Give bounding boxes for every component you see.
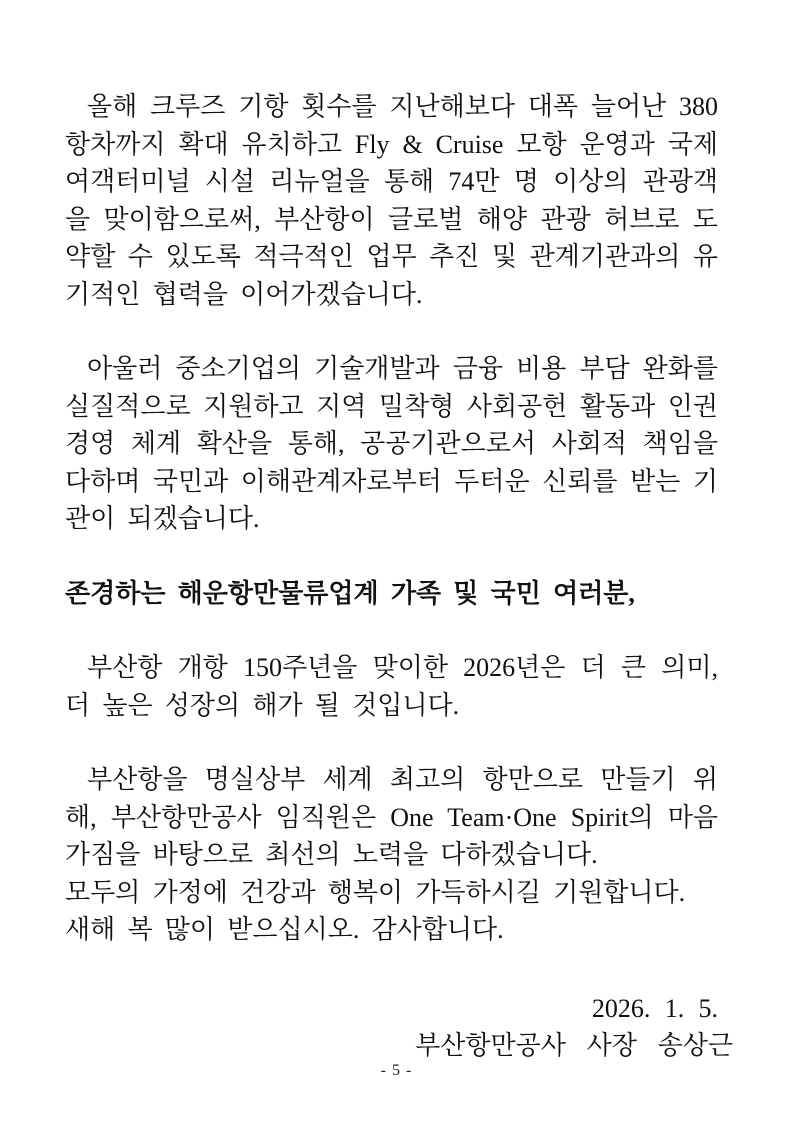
closing-line-wish: 모두의 가정에 건강과 행복이 가득하시길 기원합니다. bbox=[65, 877, 686, 907]
paragraph-sme-support: 아울러 중소기업의 기술개발과 금융 비용 부담 완화를 실질적으로 지원하고 지역 밀착형 사회공헌 활동과 인권경영 체계 확산을 통해, 공공기관으로서 사회적 책임을 다하며 국민과 이해관계자로부터 두터운 신뢰를 받는 기관이 되겠습니다. bbox=[65, 354, 718, 533]
paragraph-one-team-one-spirit: 부산항을 명실상부 세계 최고의 항만으로 만들기 위해, 부산항만공사 임직원은 One Team·One Spirit의 마음가짐을 바탕으로 최선의 노력을 다하겠습니다. bbox=[65, 765, 718, 869]
salutation-heading: 존경하는 해운항만물류업계 가족 및 국민 여러분, bbox=[65, 578, 635, 608]
letter-date: 2026. 1. 5. bbox=[591, 993, 718, 1023]
paragraph-cruise-tourism: 올해 크루즈 기항 횟수를 지난해보다 대폭 늘어난 380항차까지 확대 유치하고 Fly & Cruise 모항 운영과 국제여객터미널 시설 리뉴얼을 통해 74만 명 이상의 관광객을 맞이함으로써, 부산항이 글로벌 해양 관광 허브로 도약할 수 있도록 적극적인 업무 추진 및 관계기관과의 유기적인 협력을 이어가겠습니다. bbox=[65, 92, 718, 309]
paragraph-150th-anniversary: 부산항 개항 150주년을 맞이한 2026년은 더 큰 의미, 더 높은 성장의 해가 될 것입니다. bbox=[65, 653, 718, 720]
letter-signature: 부산항만공사 사장 송상근 bbox=[415, 1031, 733, 1060]
page-number: - 5 - bbox=[380, 1062, 413, 1079]
closing-line-greeting: 새해 복 많이 받으십시오. 감사합니다. bbox=[65, 915, 504, 944]
